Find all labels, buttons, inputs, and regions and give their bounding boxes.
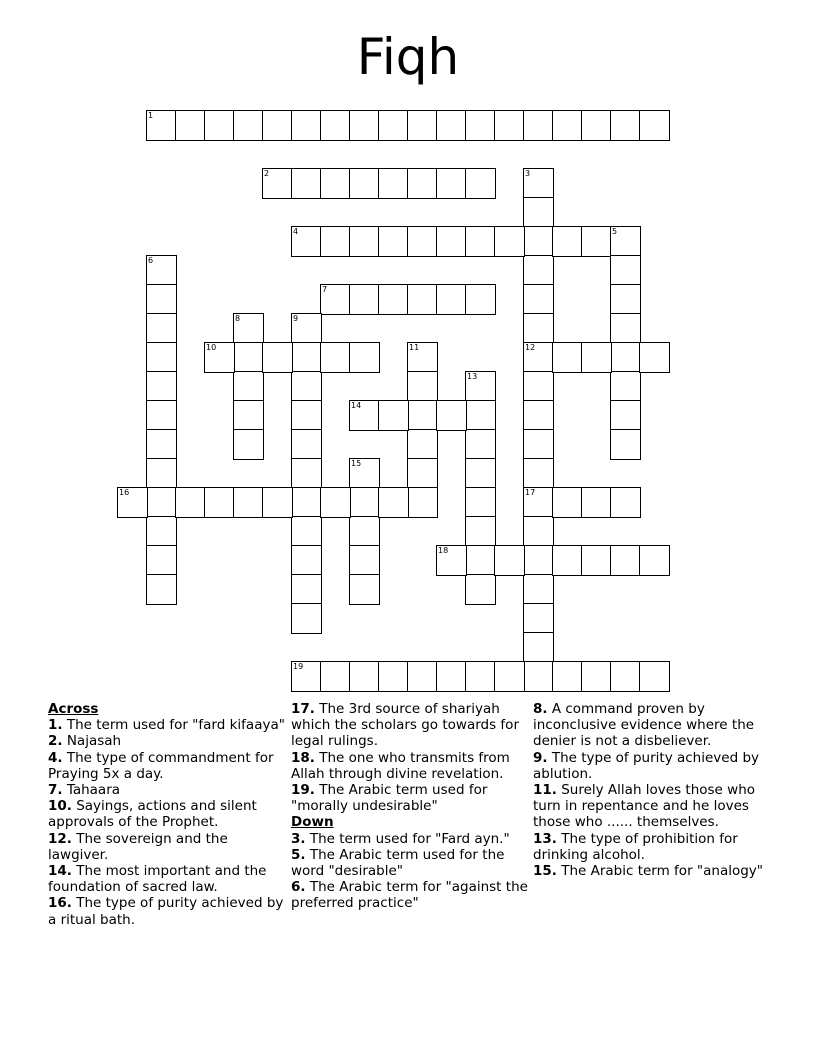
grid-cell[interactable] (581, 342, 612, 373)
grid-cell[interactable] (465, 661, 496, 692)
grid-cell[interactable] (262, 487, 293, 518)
clue (48, 863, 288, 895)
grid-cell[interactable] (262, 110, 293, 141)
grid-cell[interactable] (581, 226, 612, 257)
grid-cell[interactable] (407, 371, 438, 402)
clue-number: 11 (409, 343, 420, 352)
grid-cell[interactable] (320, 110, 351, 141)
grid-cell[interactable] (523, 429, 554, 460)
grid-cell[interactable] (523, 603, 554, 634)
grid-cell[interactable] (291, 226, 322, 257)
grid-cell[interactable] (407, 284, 438, 315)
grid-cell[interactable] (320, 342, 351, 373)
grid-cell[interactable] (552, 487, 583, 518)
across-heading: Across (48, 701, 99, 717)
grid-cell[interactable] (378, 110, 409, 141)
clue-number: 13. (533, 830, 557, 847)
clue-number: 14. (48, 863, 72, 880)
clue-number: 19. (291, 782, 315, 799)
grid-cell[interactable] (204, 487, 235, 518)
clue-text: Sayings, actions and silent approvals of the Prophet. (48, 798, 257, 831)
grid-cell[interactable] (523, 516, 554, 547)
clue-text: The term used for "Fard ayn." (305, 830, 510, 847)
grid-cell[interactable] (494, 226, 525, 257)
grid-cell[interactable] (610, 284, 641, 315)
grid-cell[interactable] (349, 400, 380, 431)
clue-number: 10. (48, 798, 72, 815)
grid-cell[interactable] (494, 110, 525, 141)
grid-cell[interactable] (407, 487, 438, 518)
grid-cell[interactable] (523, 197, 554, 228)
grid-cell[interactable] (117, 487, 148, 518)
grid-cell[interactable] (378, 661, 409, 692)
grid-cell[interactable] (465, 458, 496, 489)
clue-number: 11. (533, 782, 557, 799)
grid-cell[interactable] (610, 342, 641, 373)
clue-number: 18 (438, 546, 449, 555)
clue-number: 6 (148, 256, 154, 265)
clue-number: 16 (119, 488, 130, 497)
clue-number: 3. (291, 830, 306, 847)
grid-cell[interactable] (523, 458, 554, 489)
clue (291, 879, 531, 911)
grid-cell[interactable] (146, 400, 177, 431)
grid-cell[interactable] (204, 342, 235, 373)
clue (533, 831, 773, 863)
grid-cell[interactable] (378, 284, 409, 315)
grid-cell[interactable] (610, 429, 641, 460)
grid-cell[interactable] (291, 429, 322, 460)
grid-cell[interactable] (146, 487, 177, 518)
clue (48, 733, 288, 749)
clue-number: 17. (291, 701, 315, 717)
clue-number: 15 (351, 459, 362, 468)
clue (291, 750, 531, 782)
clue-text: Najasah (62, 733, 122, 750)
clue-number: 16. (48, 895, 72, 912)
grid-cell[interactable] (552, 110, 583, 141)
grid-cell[interactable] (523, 255, 554, 286)
grid-cell[interactable] (378, 487, 409, 518)
clue-number: 15. (533, 863, 557, 880)
grid-cell[interactable] (291, 371, 322, 402)
clue-number: 5. (291, 846, 306, 863)
grid-cell[interactable] (610, 487, 641, 518)
clue-number: 8 (235, 314, 241, 323)
grid-cell[interactable] (146, 313, 177, 344)
grid-cell[interactable] (378, 400, 409, 431)
grid-cell[interactable] (320, 661, 351, 692)
clue-text: The Arabic term used for "morally undesirable" (291, 782, 488, 815)
grid-cell[interactable] (465, 487, 496, 518)
grid-cell[interactable] (639, 661, 670, 692)
grid-cell[interactable] (523, 342, 554, 373)
grid-cell[interactable] (349, 110, 380, 141)
clue-list (291, 701, 531, 814)
clue-number: 7. (48, 782, 63, 799)
grid-cell[interactable] (407, 226, 438, 257)
clue-number: 13 (467, 372, 478, 381)
clue-text: A command proven by inconclusive evidence where the denier is not a disbeliever. (533, 701, 755, 750)
grid-cell[interactable] (465, 110, 496, 141)
clue-number: 2 (264, 169, 270, 178)
across-clues-column-1 (48, 701, 288, 928)
grid-cell[interactable] (233, 371, 264, 402)
grid-cell[interactable] (523, 487, 554, 518)
grid-cell[interactable] (407, 168, 438, 199)
clue-text: Tahaara (62, 782, 121, 799)
clue-number: 1. (48, 717, 63, 734)
grid-cell[interactable] (233, 342, 264, 373)
grid-cell[interactable] (233, 429, 264, 460)
grid-cell[interactable] (407, 661, 438, 692)
grid-cell[interactable] (233, 313, 264, 344)
clue (48, 831, 288, 863)
clue-number: 4. (48, 749, 63, 766)
grid-cell[interactable] (146, 516, 177, 547)
grid-cell[interactable] (523, 661, 554, 692)
grid-cell[interactable] (349, 168, 380, 199)
grid-cell[interactable] (465, 168, 496, 199)
clue-text: The most important and the foundation of sacred law. (48, 863, 267, 896)
grid-cell[interactable] (552, 342, 583, 373)
grid-cell[interactable] (465, 429, 496, 460)
clue (48, 750, 288, 782)
clue (48, 798, 288, 830)
grid-cell[interactable] (552, 661, 583, 692)
clue-number: 3 (525, 169, 531, 178)
clue (291, 847, 531, 879)
clue-text: The Arabic term used for the word "desirable" (291, 846, 505, 880)
grid-cell[interactable] (407, 429, 438, 460)
clue (533, 750, 773, 782)
grid-cell[interactable] (639, 110, 670, 141)
grid-cell[interactable] (610, 255, 641, 286)
grid-cell[interactable] (378, 168, 409, 199)
grid-cell[interactable] (291, 342, 322, 373)
clue-list (291, 831, 531, 912)
grid-cell[interactable] (146, 284, 177, 315)
grid-cell[interactable] (436, 110, 467, 141)
grid-cell[interactable] (146, 110, 177, 141)
grid-cell[interactable] (291, 661, 322, 692)
grid-cell[interactable] (233, 110, 264, 141)
grid-cell[interactable] (610, 371, 641, 402)
clue-number: 17 (525, 488, 536, 497)
clue (533, 863, 773, 879)
clue-number: 9 (293, 314, 299, 323)
grid-cell[interactable] (349, 284, 380, 315)
grid-cell[interactable] (407, 110, 438, 141)
clue-text: The Arabic term for "analogy" (556, 863, 764, 880)
clue-list (48, 717, 288, 928)
clue-text: The 3rd source of shariyah which the scholars go towards for legal rulings. (291, 701, 519, 750)
clue-number: 14 (351, 401, 362, 410)
clue-number: 1 (148, 111, 154, 120)
grid-cell[interactable] (523, 313, 554, 344)
clue-list (533, 701, 773, 879)
clue-text: The sovereign and the lawgiver. (48, 830, 228, 863)
clue (48, 717, 288, 733)
clue-number: 12. (48, 830, 72, 847)
grid-cell[interactable] (407, 458, 438, 489)
clue-number: 2. (48, 733, 63, 750)
grid-cell[interactable] (291, 545, 322, 576)
grid-cell[interactable] (146, 342, 177, 373)
grid-cell[interactable] (465, 574, 496, 605)
grid-cell[interactable] (465, 284, 496, 315)
grid-cell[interactable] (291, 458, 322, 489)
grid-cell[interactable] (523, 284, 554, 315)
grid-cell[interactable] (639, 545, 670, 576)
clue-number: 5 (612, 227, 618, 236)
grid-cell[interactable] (349, 574, 380, 605)
grid-cell[interactable] (639, 342, 670, 373)
grid-cell[interactable] (494, 545, 525, 576)
clue (48, 895, 288, 927)
down-clues-column-3 (533, 701, 773, 879)
clue-text: Surely Allah loves those who turn in repentance and he loves those who ...... themselves. (533, 782, 756, 831)
grid-cell[interactable] (175, 487, 206, 518)
grid-cell[interactable] (465, 371, 496, 402)
grid-cell[interactable] (436, 545, 467, 576)
clue (291, 782, 531, 814)
clue (533, 701, 773, 750)
grid-cell[interactable] (349, 516, 380, 547)
grid-cell[interactable] (436, 661, 467, 692)
grid-cell[interactable] (436, 284, 467, 315)
grid-cell[interactable] (465, 516, 496, 547)
grid-cell[interactable] (146, 458, 177, 489)
grid-cell[interactable] (320, 226, 351, 257)
grid-cell[interactable] (523, 574, 554, 605)
grid-cell[interactable] (349, 226, 380, 257)
grid-cell[interactable] (465, 226, 496, 257)
grid-cell[interactable] (581, 487, 612, 518)
grid-cell[interactable] (523, 168, 554, 199)
grid-cell[interactable] (291, 110, 322, 141)
grid-cell[interactable] (175, 110, 206, 141)
grid-cell[interactable] (523, 110, 554, 141)
clues-column-2 (291, 701, 531, 912)
grid-cell[interactable] (436, 400, 467, 431)
grid-cell[interactable] (465, 400, 496, 431)
grid-cell[interactable] (291, 313, 322, 344)
clue-number: 9. (533, 749, 548, 766)
clue (48, 782, 288, 798)
clue-number: 6. (291, 879, 306, 896)
clue-number: 19 (293, 662, 304, 671)
grid-cell[interactable] (233, 400, 264, 431)
grid-cell[interactable] (610, 545, 641, 576)
clue-number: 10 (206, 343, 217, 352)
puzzle-title: Fiqh (356, 28, 460, 86)
clue-text: The type of purity achieved by ablution. (533, 749, 759, 782)
grid-cell[interactable] (146, 255, 177, 286)
grid-cell[interactable] (610, 661, 641, 692)
clue (291, 831, 531, 847)
clue-text: The Arabic term for "against the preferred practice" (291, 879, 528, 912)
grid-cell[interactable] (523, 545, 554, 576)
clue-number: 4 (293, 227, 299, 236)
grid-cell[interactable] (523, 226, 554, 257)
clue-text: The type of prohibition for drinking alcohol. (533, 830, 738, 863)
clue-number: 7 (322, 285, 328, 294)
grid-cell[interactable] (436, 168, 467, 199)
grid-cell[interactable] (581, 661, 612, 692)
grid-cell[interactable] (233, 487, 264, 518)
clue-number: 8. (533, 701, 548, 717)
clue-text: The term used for "fard kifaaya" (62, 717, 285, 734)
grid-cell[interactable] (291, 168, 322, 199)
clue-number: 12 (525, 343, 536, 352)
clue-text: The one who transmits from Allah through divine revelation. (291, 749, 510, 782)
grid-cell[interactable] (349, 487, 380, 518)
grid-cell[interactable] (291, 400, 322, 431)
grid-cell[interactable] (552, 545, 583, 576)
grid-cell[interactable] (349, 342, 380, 373)
grid-cell[interactable] (262, 342, 293, 373)
grid-cell[interactable] (523, 371, 554, 402)
grid-cell[interactable] (494, 661, 525, 692)
grid-cell[interactable] (146, 371, 177, 402)
grid-cell[interactable] (320, 168, 351, 199)
grid-cell[interactable] (349, 458, 380, 489)
grid-cell[interactable] (610, 400, 641, 431)
grid-cell[interactable] (291, 516, 322, 547)
clue (291, 701, 531, 750)
grid-cell[interactable] (291, 603, 322, 634)
grid-cell[interactable] (146, 574, 177, 605)
grid-cell[interactable] (291, 574, 322, 605)
grid-cell[interactable] (320, 487, 351, 518)
grid-cell[interactable] (349, 545, 380, 576)
grid-cell[interactable] (291, 487, 322, 518)
grid-cell[interactable] (610, 226, 641, 257)
grid-cell[interactable] (349, 661, 380, 692)
grid-cell[interactable] (378, 226, 409, 257)
clue-text: The type of commandment for Praying 5x a day. (48, 749, 274, 782)
grid-cell[interactable] (146, 429, 177, 460)
grid-cell[interactable] (436, 226, 467, 257)
grid-cell[interactable] (262, 168, 293, 199)
grid-cell[interactable] (552, 226, 583, 257)
grid-cell[interactable] (407, 400, 438, 431)
grid-cell[interactable] (610, 110, 641, 141)
grid-cell[interactable] (610, 313, 641, 344)
grid-cell[interactable] (320, 284, 351, 315)
grid-cell[interactable] (146, 545, 177, 576)
clue-number: 18. (291, 749, 315, 766)
grid-cell[interactable] (581, 545, 612, 576)
clue-text: The type of purity achieved by a ritual bath. (48, 895, 284, 928)
grid-cell[interactable] (407, 342, 438, 373)
grid-cell[interactable] (465, 545, 496, 576)
clue (533, 782, 773, 831)
grid-cell[interactable] (581, 110, 612, 141)
grid-cell[interactable] (523, 632, 554, 663)
down-heading: Down (291, 814, 334, 831)
grid-cell[interactable] (204, 110, 235, 141)
grid-cell[interactable] (523, 400, 554, 431)
